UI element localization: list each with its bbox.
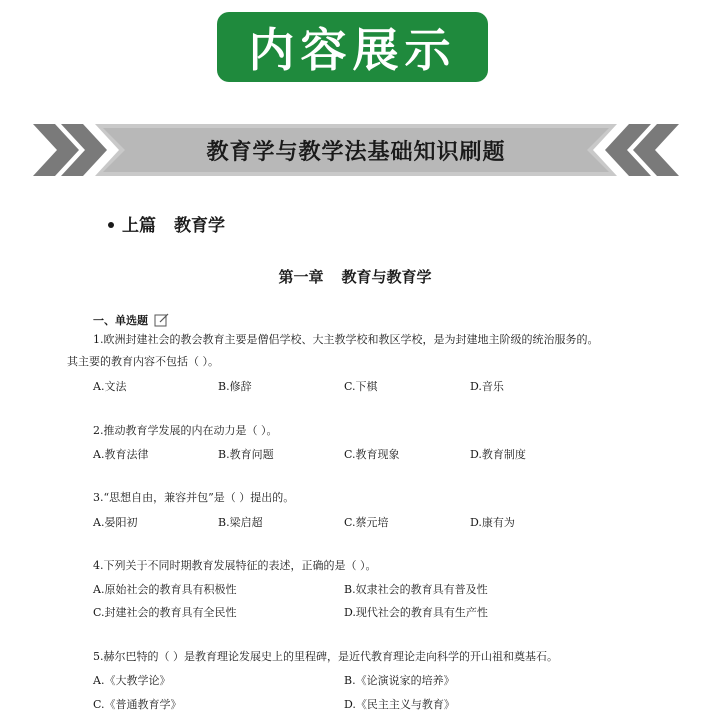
question-2-option-a: A.教育法律 <box>93 448 149 461</box>
question-1-option-a: A.文法 <box>93 380 127 393</box>
question-4-option-b: B.奴隶社会的教育具有普及性 <box>344 583 488 596</box>
question-5-option-c: C.《普通教育学》 <box>93 698 182 711</box>
question-1-stem: 1.欧洲封建社会的教会教育主要是僧侣学校、大主教学校和教区学校，是为封建地主阶级的统治服务的。 <box>93 333 599 346</box>
question-1-stem-cont: 其主要的教育内容不包括（ ）。 <box>67 355 219 368</box>
question-2-stem: 2.推动教育学发展的内在动力是（ ）。 <box>93 424 278 437</box>
section-heading <box>108 211 225 236</box>
question-3-option-a: A.晏阳初 <box>93 516 138 529</box>
question-5-stem: 5.赫尔巴特的（ ）是教育理论发展史上的里程碑，是近代教育理论走向科学的开山祖和奠基石。 <box>93 650 558 663</box>
badge-label: 内容展示 <box>248 23 457 77</box>
question-3-option-d: D.康有为 <box>470 516 515 529</box>
question-type-text: 一、单选题 <box>93 314 148 327</box>
question-4-option-c: C.封建社会的教育具有全民性 <box>93 606 237 619</box>
question-2-option-b: B.教育问题 <box>218 448 274 461</box>
chapter-heading <box>0 266 710 287</box>
edit-icon <box>154 313 170 327</box>
question-3-option-b: B.梁启超 <box>218 516 263 529</box>
question-5-option-d: D.《民主主义与教育》 <box>344 698 455 711</box>
question-4-stem: 4.下列关于不同时期教育发展特征的表述，正确的是（ ）。 <box>93 559 377 572</box>
question-type-label <box>93 312 170 328</box>
question-5-option-a: A.《大教学论》 <box>93 674 171 687</box>
content-showcase-badge <box>217 12 488 82</box>
question-3-option-c: C.蔡元培 <box>344 516 389 529</box>
chapter-number: 第一章 <box>278 268 324 286</box>
bullet-dot <box>108 222 114 228</box>
question-4-option-a: A.原始社会的教育具有积极性 <box>93 583 237 596</box>
section-title: 上篇 <box>122 216 156 236</box>
question-5-option-b: B.《论演说家的培养》 <box>344 674 455 687</box>
question-3-stem: 3.“思想自由，兼容并包”是（ ）提出的。 <box>93 491 295 504</box>
section-subtitle: 教育学 <box>174 216 225 236</box>
banner-title: 教育学与教学法基础知识刷题 <box>206 139 506 165</box>
question-1-option-c: C.下棋 <box>344 380 378 393</box>
title-banner <box>33 120 679 180</box>
chapter-title: 教育与教育学 <box>341 268 432 286</box>
question-1-option-b: B.修辞 <box>218 380 252 393</box>
question-2-option-d: D.教育制度 <box>470 448 526 461</box>
question-2-option-c: C.教育现象 <box>344 448 400 461</box>
question-4-option-d: D.现代社会的教育具有生产性 <box>344 606 488 619</box>
question-1-option-d: D.音乐 <box>470 380 504 393</box>
